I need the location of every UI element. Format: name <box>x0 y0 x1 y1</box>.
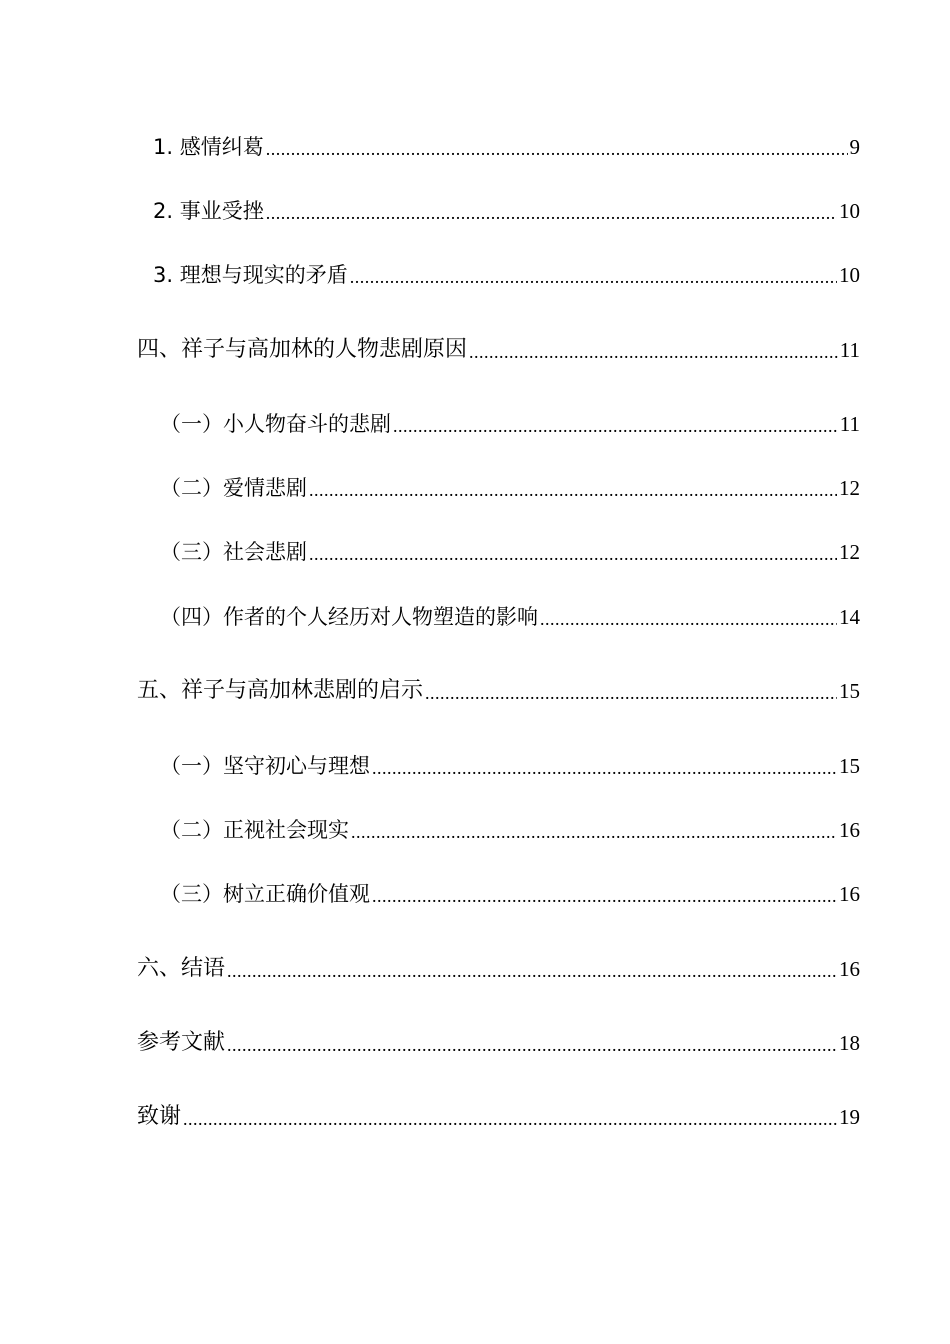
toc-entry[interactable] <box>153 128 860 160</box>
toc-entry[interactable] <box>160 405 860 437</box>
toc-entry-page: 16 <box>839 957 860 981</box>
toc-entry[interactable] <box>160 533 860 565</box>
toc-entry-page: 19 <box>839 1105 860 1129</box>
toc-entry-title: 六、结语 <box>137 956 226 981</box>
toc-dot-leader <box>372 885 837 907</box>
toc-entry[interactable] <box>160 811 860 843</box>
toc-entry-page: 9 <box>849 135 860 159</box>
toc-entry[interactable] <box>137 1098 860 1130</box>
toc-entry-page: 10 <box>839 199 860 223</box>
toc-entry-page: 16 <box>839 882 860 906</box>
toc-entry[interactable] <box>137 950 860 982</box>
toc-dot-leader <box>425 682 837 704</box>
toc-entry[interactable] <box>137 1024 860 1056</box>
toc-entry-page: 16 <box>839 818 860 842</box>
toc-entry-title: 致谢 <box>137 1104 182 1129</box>
toc-dot-leader <box>469 341 838 363</box>
toc-entry-page: 15 <box>839 679 860 703</box>
toc-dot-leader <box>266 202 837 224</box>
toc-entry-page: 15 <box>839 754 860 778</box>
toc-dot-leader <box>183 1108 837 1130</box>
toc-entry[interactable] <box>160 598 860 630</box>
toc-entry[interactable] <box>137 331 860 363</box>
toc-entry[interactable] <box>160 469 860 501</box>
toc-dot-leader <box>372 757 837 779</box>
toc-entry-title: （二）正视社会现实 <box>160 818 349 842</box>
toc-entry-title: 参考文献 <box>137 1030 226 1055</box>
toc-entry[interactable] <box>160 747 860 779</box>
toc-entry-title: （一）坚守初心与理想 <box>160 754 370 778</box>
toc-dot-leader <box>309 479 837 501</box>
toc-dot-leader <box>350 266 837 288</box>
toc-dot-leader <box>227 960 837 982</box>
toc-entry[interactable] <box>153 192 860 224</box>
toc-entry-page: 11 <box>839 412 860 436</box>
toc-entry-page: 12 <box>839 540 860 564</box>
toc-dot-leader <box>266 138 848 160</box>
toc-entry-title: （四）作者的个人经历对人物塑造的影响 <box>160 605 538 629</box>
toc-entry-page: 10 <box>839 263 860 287</box>
toc-entry-title: （一）小人物奋斗的悲剧 <box>160 412 391 436</box>
toc-entry-title: （三）树立正确价值观 <box>160 882 370 906</box>
toc-dot-leader <box>227 1034 837 1056</box>
toc-dot-leader <box>351 821 837 843</box>
toc-entry-page: 11 <box>839 338 860 362</box>
toc-entry-page: 12 <box>839 476 860 500</box>
toc-entry[interactable] <box>153 256 860 288</box>
toc-entry-page: 14 <box>839 605 860 629</box>
toc-entry-title: （二）爱情悲剧 <box>160 476 307 500</box>
toc-entry-page: 18 <box>839 1031 860 1055</box>
toc-entry-title: 五、祥子与高加林悲剧的启示 <box>137 678 424 703</box>
toc-entry-title: 四、祥子与高加林的人物悲剧原因 <box>137 337 468 362</box>
toc-entry-title: 3. 理想与现实的矛盾 <box>153 263 348 287</box>
toc-entry-title: 1. 感情纠葛 <box>153 135 264 159</box>
toc-entry[interactable] <box>137 672 860 704</box>
toc-entry-title: （三）社会悲剧 <box>160 540 307 564</box>
toc-dot-leader <box>540 608 837 630</box>
toc-dot-leader <box>309 543 837 565</box>
toc-dot-leader <box>393 415 838 437</box>
toc-entry[interactable] <box>160 875 860 907</box>
toc-entry-title: 2. 事业受挫 <box>153 199 264 223</box>
